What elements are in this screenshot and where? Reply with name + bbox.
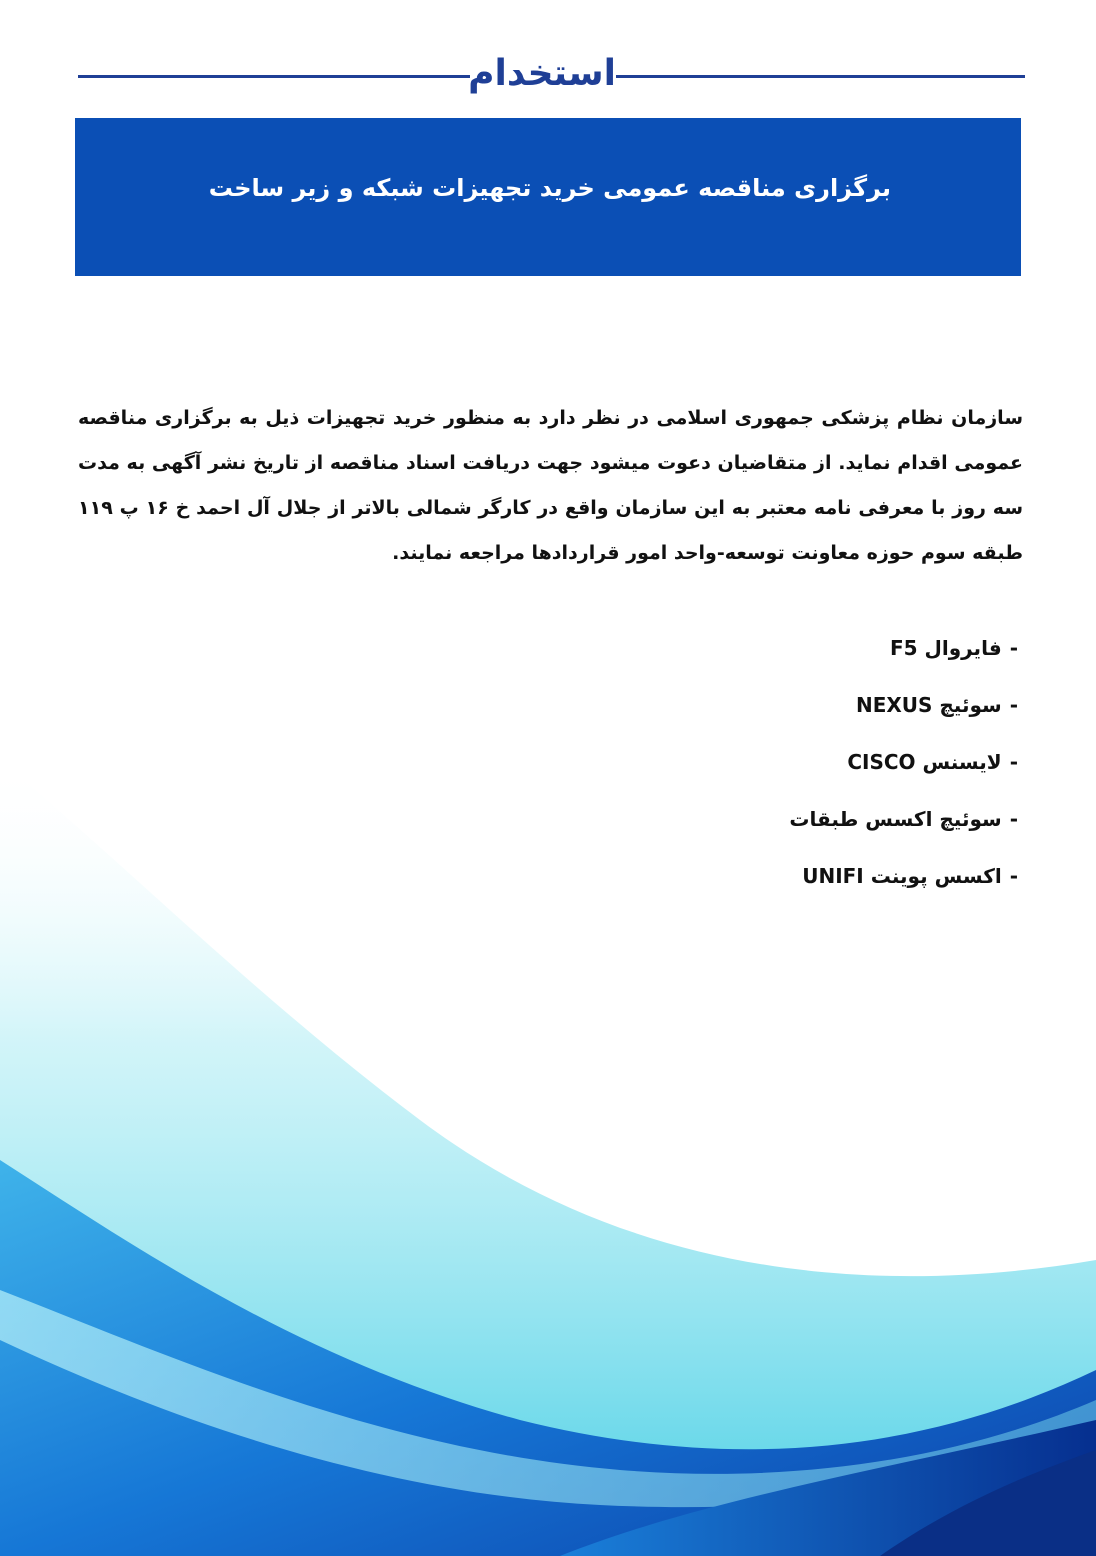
list-bullet: - — [1009, 636, 1018, 660]
list-item-label: لایسنس CISCO — [847, 750, 1002, 774]
list-item — [518, 797, 1018, 854]
list-bullet: - — [1009, 750, 1018, 774]
list-item — [518, 740, 1018, 797]
list-item-label: سوئیچ NEXUS — [855, 693, 1002, 717]
list-item — [518, 683, 1018, 740]
list-item — [518, 626, 1018, 683]
announcement-paragraph: سازمان نظام پزشکی جمهوری اسلامی در نظر دارد به منظور خرید تجهیزات ذیل به برگزاری مناقصه عمومی اقدام نماید. از متقاضیان دعوت میشود جهت دریافت اسناد مناقصه از تاریخ نشر آگهی به مدت سه روز با معرفی نامه معتبر به این سازمان واقع در کارگر شمالی بالاتر از جلال آل احمد خ ۱۶ پ ۱۱۹ طبقه سوم حوزه معاونت توسعه-واحد امور قراردادها مراجعه نمایند. — [78, 407, 1023, 564]
list-bullet: - — [1009, 864, 1018, 888]
header-rule-right — [616, 75, 1025, 78]
list-bullet: - — [1009, 693, 1018, 717]
equipment-list — [518, 626, 1018, 911]
list-item-label: سوئیچ اکسس طبقات — [789, 807, 1002, 831]
header-rule-left — [78, 75, 470, 78]
list-item-label: اکسس پوینت UNIFI — [802, 864, 1002, 888]
title-banner — [75, 118, 1021, 276]
list-bullet: - — [1009, 807, 1018, 831]
page-title: استخدام — [468, 53, 616, 94]
banner-title: برگزاری مناقصه عمومی خرید تجهیزات شبکه و زیر ساخت — [208, 174, 891, 202]
list-item-label: فایروال F5 — [889, 636, 1002, 660]
list-item — [518, 854, 1018, 911]
